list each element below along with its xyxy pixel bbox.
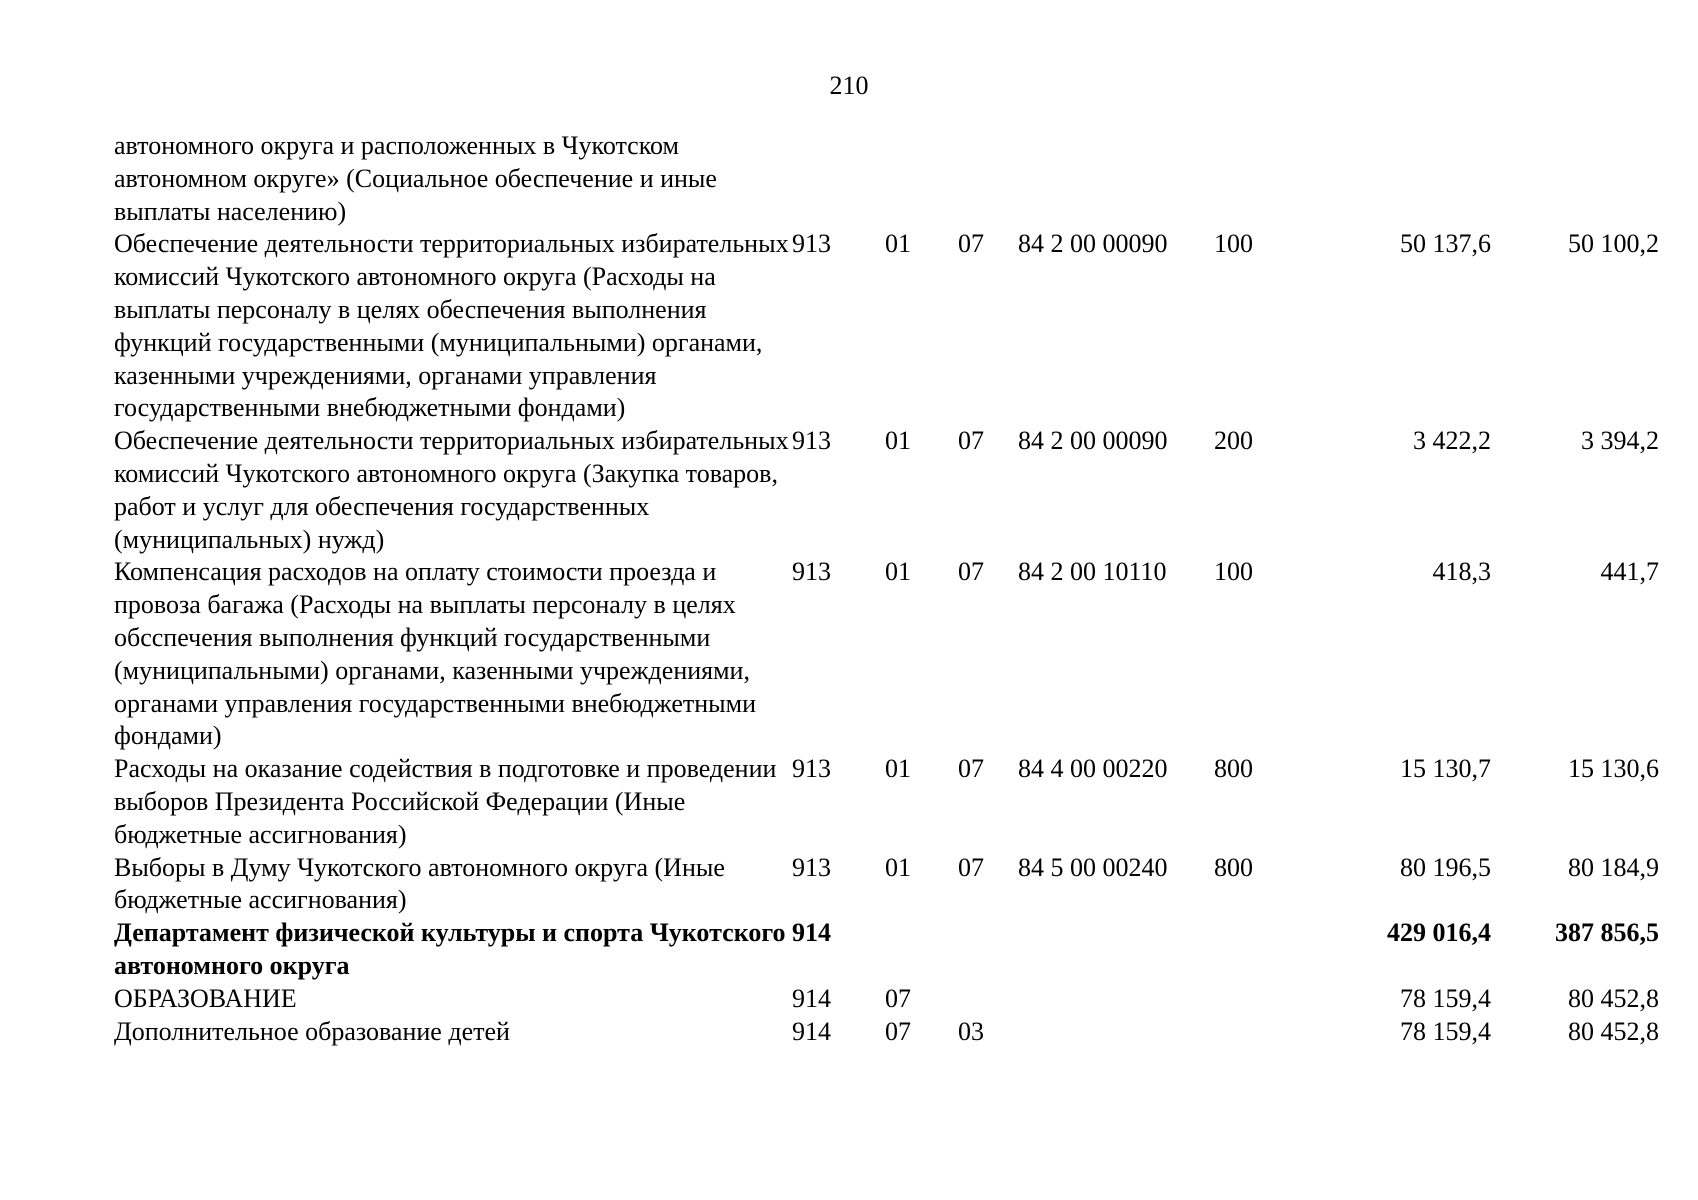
row-amount-1: 50 137,6	[1400, 229, 1491, 259]
row-ved-code: 913	[792, 852, 831, 882]
row-ved-code	[792, 130, 885, 228]
row-name: автономного округа и расположенных в Чукотском автономном округе» (Социальное обеспечение и иные выплаты населению)	[114, 131, 717, 226]
row-name: Дополнительное образование детей	[114, 1016, 510, 1046]
table-row	[114, 228, 1659, 425]
page-number: 210	[829, 71, 869, 100]
row-subsection-code	[958, 983, 1018, 1016]
row-amount-1: 15 130,7	[1400, 754, 1491, 784]
row-section-code	[885, 917, 958, 983]
row-section-code: 01	[885, 229, 911, 259]
row-section-code: 01	[885, 754, 911, 784]
row-expense-type: 100	[1214, 557, 1253, 587]
row-ved-code: 913	[792, 229, 831, 259]
row-amount-1: 78 159,4	[1400, 1016, 1491, 1046]
table-row	[114, 425, 1659, 556]
row-amount-1	[1304, 130, 1491, 228]
table-row	[114, 917, 1659, 983]
row-section-code: 01	[885, 426, 911, 456]
row-target-article: 84 4 00 00220	[1018, 754, 1168, 784]
row-target-article: 84 2 00 00090	[1018, 426, 1168, 456]
row-name: Расходы на оказание содействия в подготовке и проведении выборов Президента Российской Федерации (Иные бюджетные ассигнования)	[114, 754, 777, 849]
row-subsection-code: 07	[958, 852, 984, 882]
row-expense-type: 100	[1214, 229, 1253, 259]
row-ved-code: 914	[792, 918, 831, 948]
row-ved-code: 914	[792, 983, 831, 1013]
row-target-article	[1018, 917, 1214, 983]
row-target-article	[1018, 130, 1214, 228]
row-expense-type	[1214, 130, 1304, 228]
row-subsection-code	[958, 130, 1018, 228]
budget-table	[114, 130, 1659, 1048]
row-section-code	[885, 130, 958, 228]
row-subsection-code: 03	[958, 1016, 984, 1046]
row-ved-code: 913	[792, 426, 831, 456]
row-target-article: 84 2 00 00090	[1018, 229, 1168, 259]
row-amount-1: 3 422,2	[1413, 426, 1491, 456]
table-row	[114, 556, 1659, 753]
table-row	[114, 130, 1659, 228]
row-ved-code: 913	[792, 754, 831, 784]
row-target-article	[1018, 1016, 1214, 1049]
row-name: Выборы в Думу Чукотского автономного округа (Иные бюджетные ассигнования)	[114, 852, 725, 915]
row-ved-code: 914	[792, 1016, 831, 1046]
row-amount-2: 50 100,2	[1568, 229, 1659, 259]
row-amount-2	[1491, 130, 1659, 228]
row-expense-type	[1214, 917, 1304, 983]
row-amount-2: 387 856,5	[1555, 918, 1659, 948]
row-subsection-code: 07	[958, 754, 984, 784]
row-target-article: 84 5 00 00240	[1018, 852, 1168, 882]
row-amount-2: 80 184,9	[1568, 852, 1659, 882]
row-amount-2: 441,7	[1600, 557, 1659, 587]
row-expense-type	[1214, 983, 1304, 1016]
row-ved-code: 913	[792, 557, 831, 587]
row-target-article	[1018, 983, 1214, 1016]
row-name: Обеспечение деятельности территориальных избирательных комиссий Чукотского автономного округа (Расходы на выплаты персоналу в целях обеспечения выполнения функций государственными (муниципальными) органами, казенными учреждениями, органами управления государственными внебюджетными фондами)	[114, 229, 789, 423]
row-amount-1: 80 196,5	[1400, 852, 1491, 882]
row-expense-type: 200	[1214, 426, 1253, 456]
row-name: Компенсация расходов на оплату стоимости проезда и провоза багажа (Расходы на выплаты персоналу в целях обсспечения выполнения функций государственными (муниципальными) органами, казенными учреждениями, органами управления государственными внебюджетными фондами)	[114, 557, 757, 751]
row-amount-1: 78 159,4	[1400, 983, 1491, 1013]
row-target-article: 84 2 00 10110	[1018, 557, 1167, 587]
row-name: Обеспечение деятельности территориальных избирательных комиссий Чукотского автономного округа (Закупка товаров, работ и услуг для обеспечения государственных (муниципальных) нужд)	[114, 426, 789, 554]
row-amount-2: 3 394,2	[1581, 426, 1659, 456]
row-amount-1: 418,3	[1432, 557, 1491, 587]
table-row	[114, 753, 1659, 851]
row-section-code: 01	[885, 557, 911, 587]
table-row	[114, 983, 1659, 1016]
row-amount-2: 80 452,8	[1568, 1016, 1659, 1046]
row-name: Департамент физической культуры и спорта Чукотского автономного округа	[114, 918, 786, 980]
row-subsection-code: 07	[958, 229, 984, 259]
table-row	[114, 1016, 1659, 1049]
row-subsection-code	[958, 917, 1018, 983]
row-amount-2: 15 130,6	[1568, 754, 1659, 784]
table-row	[114, 852, 1659, 918]
row-amount-1: 429 016,4	[1387, 918, 1491, 948]
row-subsection-code: 07	[958, 426, 984, 456]
row-section-code: 01	[885, 852, 911, 882]
row-expense-type: 800	[1214, 754, 1253, 784]
row-expense-type: 800	[1214, 852, 1253, 882]
row-expense-type	[1214, 1016, 1304, 1049]
row-section-code: 07	[885, 983, 911, 1013]
row-subsection-code: 07	[958, 557, 984, 587]
row-section-code: 07	[885, 1016, 911, 1046]
row-name: ОБРАЗОВАНИЕ	[114, 983, 297, 1013]
row-amount-2: 80 452,8	[1568, 983, 1659, 1013]
